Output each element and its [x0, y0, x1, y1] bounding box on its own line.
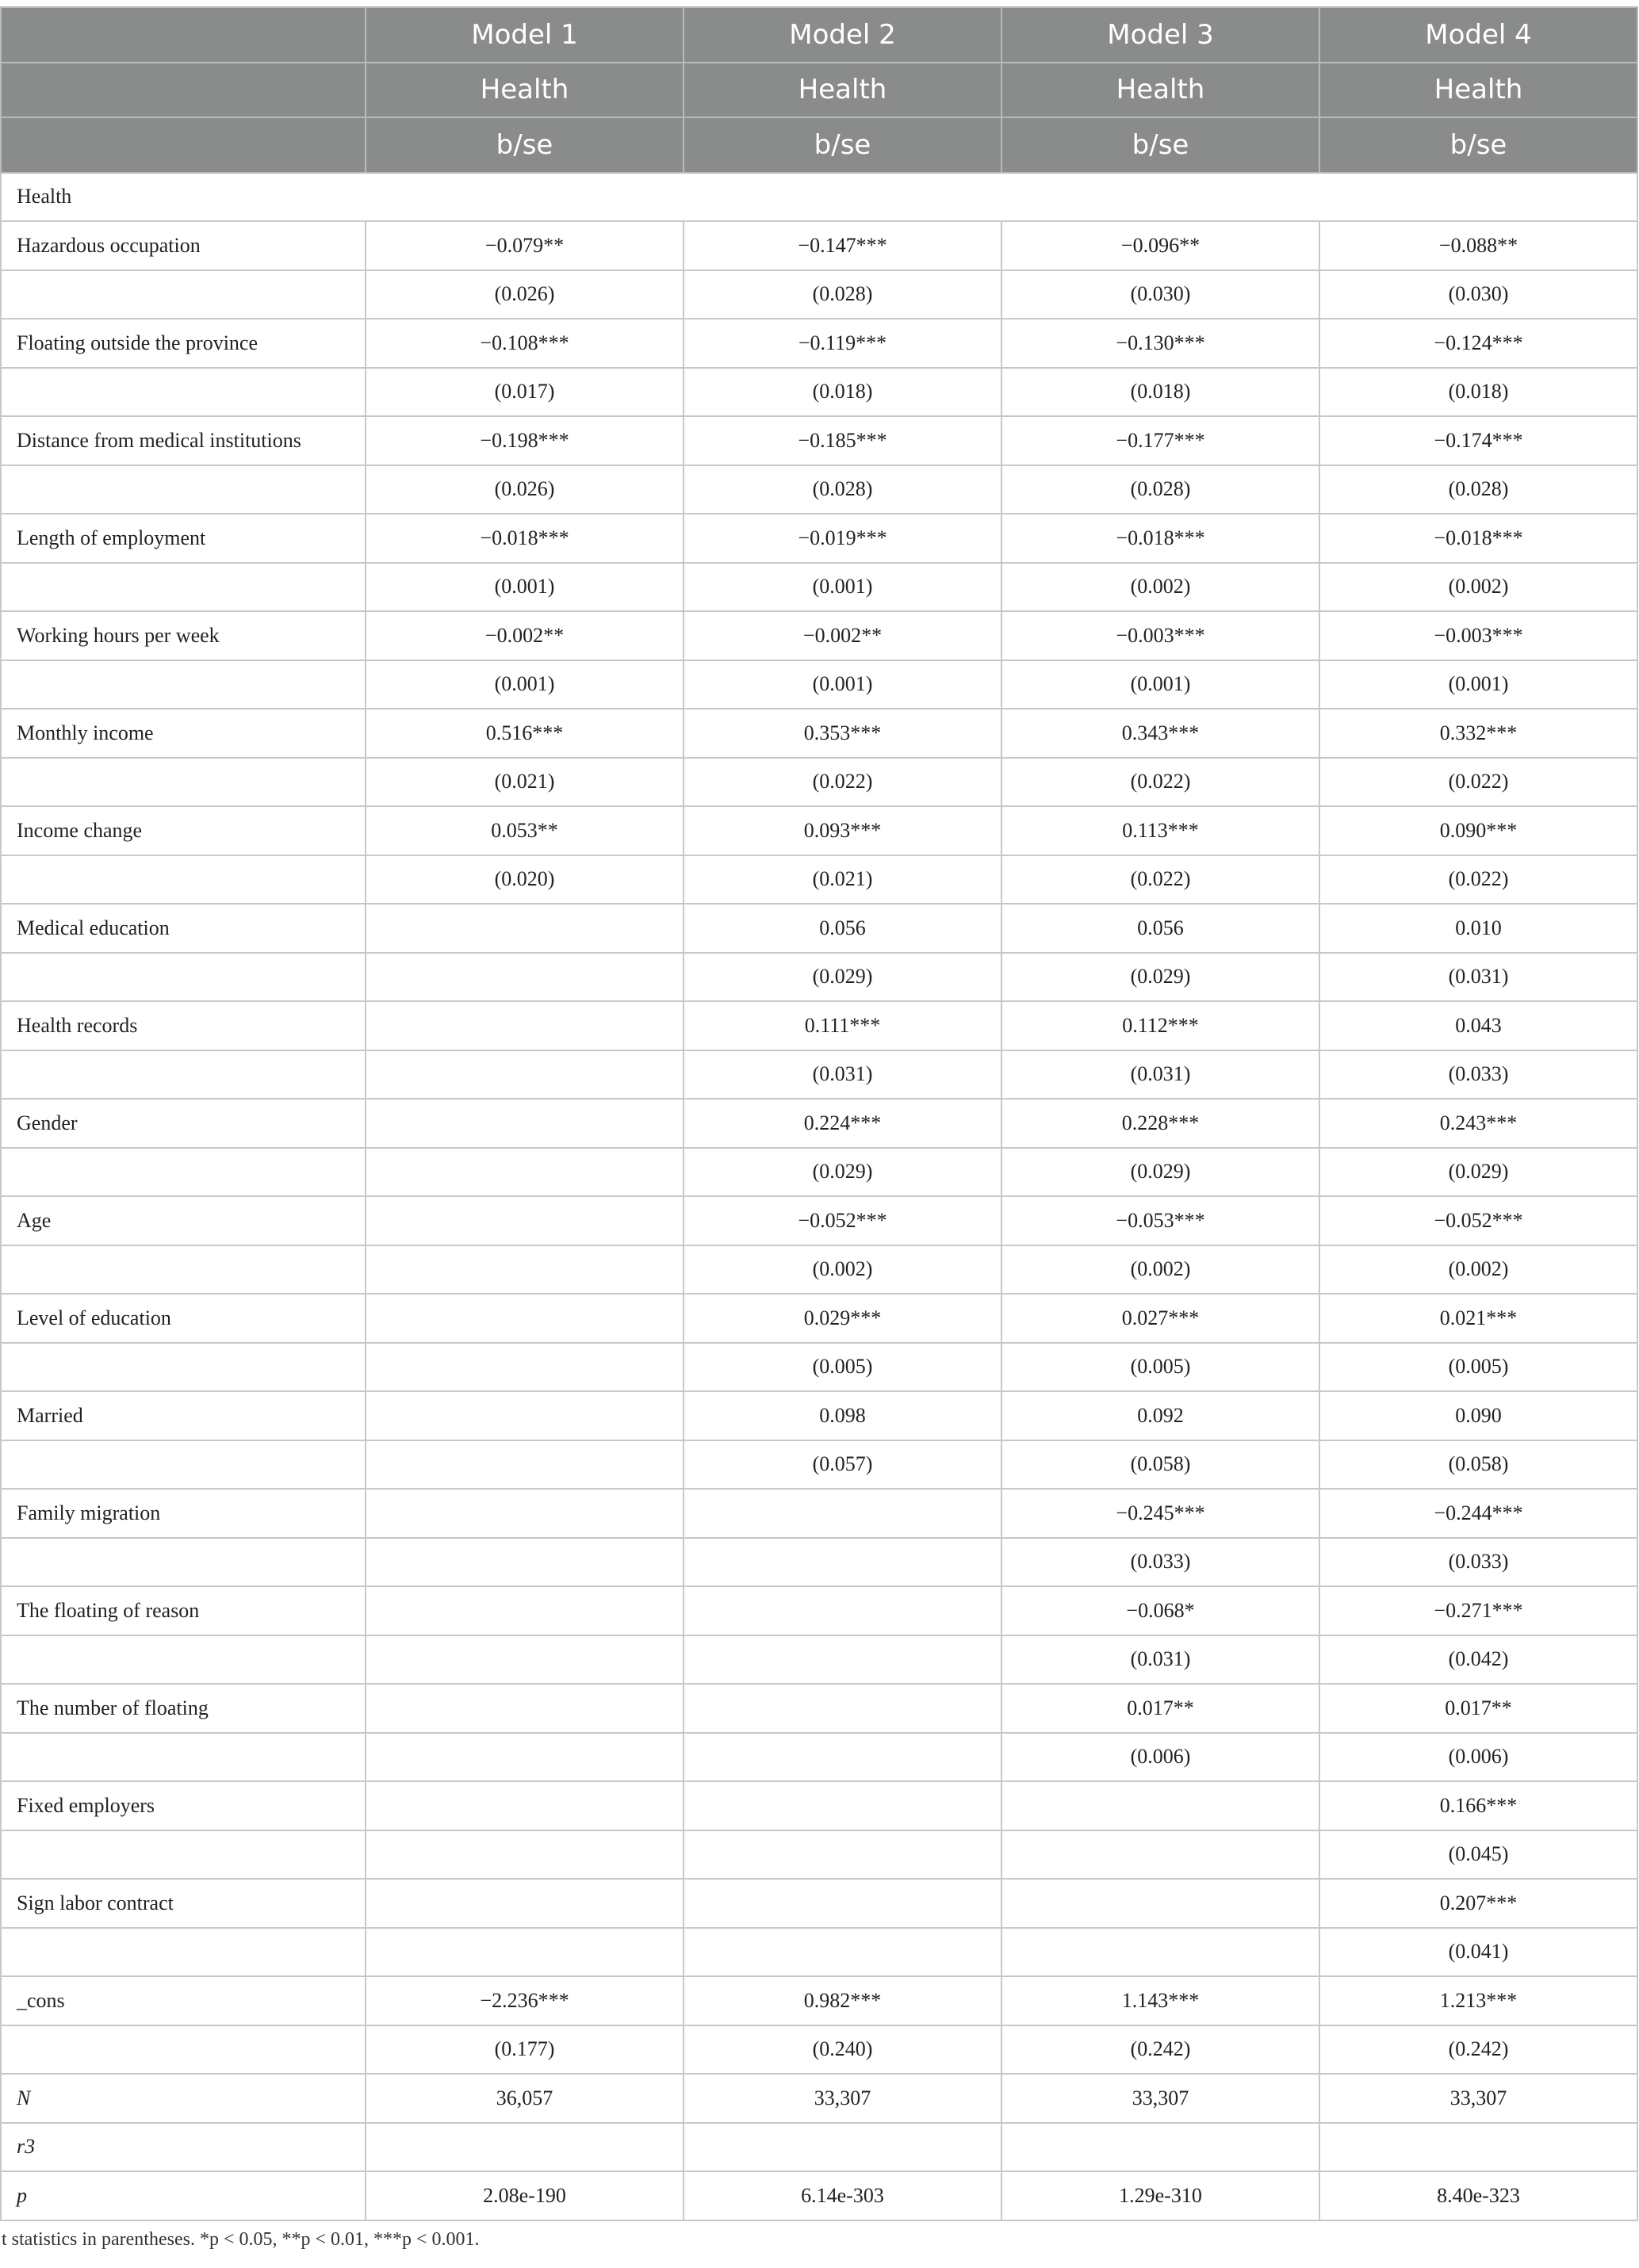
value-cell: (0.002)	[1001, 563, 1319, 612]
row-label: Family migration	[1, 1489, 366, 1538]
value-cell: (0.002)	[1001, 1245, 1319, 1295]
row-label: Working hours per week	[1, 611, 366, 660]
value-cell: 0.056	[684, 904, 1001, 953]
value-cell	[366, 1781, 684, 1830]
header-cell: Model 2	[684, 7, 1001, 63]
standard-error-row	[1, 1635, 1637, 1685]
value-cell: 0.017**	[1001, 1684, 1319, 1733]
value-cell	[1001, 1879, 1319, 1928]
row-label	[1, 953, 366, 1002]
coefficient-row	[1, 1196, 1637, 1245]
value-cell	[684, 1830, 1001, 1880]
coefficient-row	[1, 319, 1637, 368]
value-cell: 0.029***	[684, 1294, 1001, 1343]
value-cell: (0.029)	[1001, 1148, 1319, 1197]
value-cell: −2.236***	[366, 1976, 684, 2025]
value-cell: 0.982***	[684, 1976, 1001, 2025]
header-cell: b/se	[684, 117, 1001, 173]
header-row	[1, 7, 1637, 63]
row-label	[1, 465, 366, 514]
value-cell	[366, 1343, 684, 1392]
value-cell: (0.005)	[1319, 1343, 1637, 1392]
value-cell: 0.113***	[1001, 806, 1319, 855]
value-cell: 6.14e-303	[684, 2171, 1001, 2220]
value-cell: 8.40e-323	[1319, 2171, 1637, 2220]
value-cell: (0.001)	[1319, 660, 1637, 709]
value-cell: (0.033)	[1001, 1538, 1319, 1587]
row-label: _cons	[1, 1976, 366, 2025]
value-cell: 0.166***	[1319, 1781, 1637, 1830]
row-label	[1, 855, 366, 905]
header-row	[1, 117, 1637, 173]
standard-error-row	[1, 2025, 1637, 2075]
value-cell: (0.028)	[684, 465, 1001, 514]
value-cell	[366, 1879, 684, 1928]
value-cell: 0.353***	[684, 709, 1001, 758]
value-cell: −0.068*	[1001, 1586, 1319, 1635]
row-label	[1, 1148, 366, 1197]
row-label: Health records	[1, 1001, 366, 1050]
value-cell	[1001, 1781, 1319, 1830]
header-cell: Model 3	[1001, 7, 1319, 63]
header-cell: Health	[684, 63, 1001, 118]
coefficient-row	[1, 1684, 1637, 1733]
value-cell	[366, 1684, 684, 1733]
coefficient-row	[1, 416, 1637, 465]
value-cell: −0.018***	[1001, 514, 1319, 563]
value-cell: 0.332***	[1319, 709, 1637, 758]
value-cell: (0.017)	[366, 368, 684, 417]
value-cell	[366, 1586, 684, 1635]
value-cell: 0.343***	[1001, 709, 1319, 758]
value-cell: 0.017**	[1319, 1684, 1637, 1733]
standard-error-row	[1, 953, 1637, 1002]
value-cell: (0.001)	[366, 563, 684, 612]
coefficient-row	[1, 1391, 1637, 1440]
value-cell: (0.029)	[684, 953, 1001, 1002]
coefficient-row	[1, 806, 1637, 855]
row-label: Floating outside the province	[1, 319, 366, 368]
value-cell: (0.002)	[1319, 563, 1637, 612]
value-cell	[1001, 2123, 1319, 2172]
value-cell	[366, 953, 684, 1002]
value-cell: (0.005)	[1001, 1343, 1319, 1392]
row-label	[1, 270, 366, 319]
header-cell: Health	[366, 63, 684, 118]
value-cell: 0.043	[1319, 1001, 1637, 1050]
value-cell: (0.001)	[684, 660, 1001, 709]
row-label	[1, 1830, 366, 1880]
value-cell: 0.010	[1319, 904, 1637, 953]
value-cell: 0.090	[1319, 1391, 1637, 1440]
value-cell	[684, 1928, 1001, 1977]
value-cell	[1001, 1830, 1319, 1880]
coefficient-row	[1, 1294, 1637, 1343]
header-cell: b/se	[1001, 117, 1319, 173]
value-cell: (0.006)	[1319, 1733, 1637, 1782]
value-cell: 36,057	[366, 2074, 684, 2123]
value-cell: (0.240)	[684, 2025, 1001, 2075]
row-label	[1, 1538, 366, 1587]
header-cell: Model 4	[1319, 7, 1637, 63]
row-label	[1, 1733, 366, 1782]
value-cell: −0.177***	[1001, 416, 1319, 465]
value-cell: 0.093***	[684, 806, 1001, 855]
coefficient-row	[1, 1976, 1637, 2025]
value-cell: (0.033)	[1319, 1050, 1637, 1100]
value-cell: (0.058)	[1319, 1440, 1637, 1490]
value-cell: −0.079**	[366, 221, 684, 270]
standard-error-row	[1, 465, 1637, 514]
value-cell: (0.031)	[1001, 1050, 1319, 1100]
value-cell: −0.124***	[1319, 319, 1637, 368]
value-cell: 0.243***	[1319, 1099, 1637, 1148]
header-corner-cell	[1, 63, 366, 118]
coefficient-row	[1, 904, 1637, 953]
value-cell: 1.143***	[1001, 1976, 1319, 2025]
value-cell: (0.028)	[684, 270, 1001, 319]
row-label: Sign labor contract	[1, 1879, 366, 1928]
value-cell: −0.053***	[1001, 1196, 1319, 1245]
row-label	[1, 1928, 366, 1977]
value-cell	[366, 1635, 684, 1685]
row-label	[1, 660, 366, 709]
row-label: Distance from medical institutions	[1, 416, 366, 465]
coefficient-row	[1, 514, 1637, 563]
value-cell: (0.177)	[366, 2025, 684, 2075]
value-cell: (0.057)	[684, 1440, 1001, 1490]
value-cell: (0.022)	[1001, 758, 1319, 807]
value-cell: (0.031)	[1001, 1635, 1319, 1685]
header-cell: b/se	[366, 117, 684, 173]
value-cell: −0.147***	[684, 221, 1001, 270]
row-label: Level of education	[1, 1294, 366, 1343]
row-label: Age	[1, 1196, 366, 1245]
value-cell: (0.031)	[684, 1050, 1001, 1100]
value-cell: −0.119***	[684, 319, 1001, 368]
value-cell: (0.041)	[1319, 1928, 1637, 1977]
value-cell: −0.245***	[1001, 1489, 1319, 1538]
value-cell: (0.029)	[684, 1148, 1001, 1197]
value-cell	[366, 1001, 684, 1050]
standard-error-row	[1, 563, 1637, 612]
table-body	[1, 173, 1637, 2220]
row-label	[1, 1245, 366, 1295]
coefficient-row	[1, 1879, 1637, 1928]
value-cell: (0.242)	[1319, 2025, 1637, 2075]
value-cell	[366, 1538, 684, 1587]
value-cell: 0.228***	[1001, 1099, 1319, 1148]
coefficient-row	[1, 709, 1637, 758]
value-cell	[684, 1586, 1001, 1635]
row-label	[1, 563, 366, 612]
value-cell: −0.018***	[1319, 514, 1637, 563]
value-cell	[366, 1733, 684, 1782]
value-cell: (0.031)	[1319, 953, 1637, 1002]
standard-error-row	[1, 855, 1637, 905]
standard-error-row	[1, 660, 1637, 709]
value-cell: −0.019***	[684, 514, 1001, 563]
standard-error-row	[1, 758, 1637, 807]
regression-table-container	[0, 6, 1639, 2221]
value-cell: 0.027***	[1001, 1294, 1319, 1343]
row-label	[1, 2025, 366, 2075]
value-cell: 0.056	[1001, 904, 1319, 953]
row-label	[1, 368, 366, 417]
value-cell: −0.003***	[1319, 611, 1637, 660]
value-cell: (0.018)	[1001, 368, 1319, 417]
value-cell: −0.244***	[1319, 1489, 1637, 1538]
header-corner-cell	[1, 7, 366, 63]
coefficient-row	[1, 221, 1637, 270]
regression-table	[0, 6, 1638, 2221]
header-row	[1, 63, 1637, 118]
value-cell: −0.271***	[1319, 1586, 1637, 1635]
value-cell: 0.053**	[366, 806, 684, 855]
value-cell: (0.058)	[1001, 1440, 1319, 1490]
row-label: r3	[1, 2123, 366, 2172]
value-cell: 0.092	[1001, 1391, 1319, 1440]
table-header	[1, 7, 1637, 173]
value-cell: 1.213***	[1319, 1976, 1637, 2025]
value-cell: (0.018)	[1319, 368, 1637, 417]
value-cell: −0.002**	[684, 611, 1001, 660]
header-corner-cell	[1, 117, 366, 173]
value-cell	[366, 1440, 684, 1490]
value-cell: −0.052***	[1319, 1196, 1637, 1245]
value-cell: (0.001)	[366, 660, 684, 709]
coefficient-row	[1, 1489, 1637, 1538]
value-cell	[684, 1879, 1001, 1928]
value-cell: (0.022)	[1319, 855, 1637, 905]
value-cell: −0.052***	[684, 1196, 1001, 1245]
coefficient-row	[1, 611, 1637, 660]
value-cell: (0.005)	[684, 1343, 1001, 1392]
value-cell: (0.026)	[366, 465, 684, 514]
value-cell: (0.021)	[366, 758, 684, 807]
row-label: Income change	[1, 806, 366, 855]
value-cell: −0.096**	[1001, 221, 1319, 270]
value-cell: 0.111***	[684, 1001, 1001, 1050]
value-cell	[1319, 2123, 1637, 2172]
row-label: Hazardous occupation	[1, 221, 366, 270]
value-cell: 33,307	[1319, 2074, 1637, 2123]
value-cell	[366, 1099, 684, 1148]
row-label: p	[1, 2171, 366, 2220]
value-cell	[366, 2123, 684, 2172]
value-cell	[684, 1781, 1001, 1830]
value-cell	[366, 1489, 684, 1538]
value-cell: 0.516***	[366, 709, 684, 758]
row-label	[1, 1440, 366, 1490]
section-label: Health	[1, 173, 1637, 222]
row-label: Gender	[1, 1099, 366, 1148]
value-cell: (0.042)	[1319, 1635, 1637, 1685]
value-cell: (0.030)	[1319, 270, 1637, 319]
value-cell	[366, 1148, 684, 1197]
statistic-row	[1, 2171, 1637, 2220]
value-cell	[366, 1830, 684, 1880]
row-label: Monthly income	[1, 709, 366, 758]
value-cell: (0.022)	[1319, 758, 1637, 807]
statistic-row	[1, 2074, 1637, 2123]
value-cell: 0.021***	[1319, 1294, 1637, 1343]
value-cell: (0.020)	[366, 855, 684, 905]
value-cell: (0.029)	[1319, 1148, 1637, 1197]
standard-error-row	[1, 270, 1637, 319]
value-cell: −0.108***	[366, 319, 684, 368]
value-cell: (0.002)	[684, 1245, 1001, 1295]
section-row	[1, 173, 1637, 222]
value-cell: −0.185***	[684, 416, 1001, 465]
value-cell: (0.242)	[1001, 2025, 1319, 2075]
header-cell: Health	[1319, 63, 1637, 118]
value-cell: −0.174***	[1319, 416, 1637, 465]
row-label: Length of employment	[1, 514, 366, 563]
value-cell	[366, 1391, 684, 1440]
value-cell: 0.098	[684, 1391, 1001, 1440]
value-cell: (0.028)	[1001, 465, 1319, 514]
value-cell: 0.090***	[1319, 806, 1637, 855]
value-cell: 0.112***	[1001, 1001, 1319, 1050]
standard-error-row	[1, 1928, 1637, 1977]
value-cell	[684, 1733, 1001, 1782]
value-cell: (0.001)	[684, 563, 1001, 612]
value-cell: (0.028)	[1319, 465, 1637, 514]
value-cell: (0.029)	[1001, 953, 1319, 1002]
standard-error-row	[1, 1733, 1637, 1782]
row-label: Married	[1, 1391, 366, 1440]
value-cell: (0.026)	[366, 270, 684, 319]
value-cell: (0.001)	[1001, 660, 1319, 709]
row-label: Fixed employers	[1, 1781, 366, 1830]
header-cell: b/se	[1319, 117, 1637, 173]
header-cell: Health	[1001, 63, 1319, 118]
row-label: N	[1, 2074, 366, 2123]
value-cell: −0.003***	[1001, 611, 1319, 660]
value-cell	[366, 1928, 684, 1977]
value-cell	[366, 1294, 684, 1343]
value-cell: (0.033)	[1319, 1538, 1637, 1587]
coefficient-row	[1, 1586, 1637, 1635]
standard-error-row	[1, 368, 1637, 417]
value-cell	[366, 904, 684, 953]
value-cell	[684, 2123, 1001, 2172]
statistic-row	[1, 2123, 1637, 2172]
value-cell: (0.022)	[1001, 855, 1319, 905]
value-cell	[366, 1050, 684, 1100]
value-cell: 0.224***	[684, 1099, 1001, 1148]
value-cell: (0.022)	[684, 758, 1001, 807]
standard-error-row	[1, 1830, 1637, 1880]
value-cell: (0.018)	[684, 368, 1001, 417]
row-label	[1, 1050, 366, 1100]
value-cell	[684, 1538, 1001, 1587]
standard-error-row	[1, 1440, 1637, 1490]
row-label	[1, 1343, 366, 1392]
table-footnote: t statistics in parentheses. *p < 0.05, **p < 0.01, ***p < 0.001.	[2, 2229, 480, 2250]
standard-error-row	[1, 1343, 1637, 1392]
value-cell	[684, 1635, 1001, 1685]
value-cell: (0.002)	[1319, 1245, 1637, 1295]
value-cell: −0.198***	[366, 416, 684, 465]
row-label: The number of floating	[1, 1684, 366, 1733]
value-cell: 1.29e-310	[1001, 2171, 1319, 2220]
value-cell: 33,307	[1001, 2074, 1319, 2123]
value-cell: 2.08e-190	[366, 2171, 684, 2220]
value-cell	[684, 1684, 1001, 1733]
row-label: Medical education	[1, 904, 366, 953]
header-cell: Model 1	[366, 7, 684, 63]
value-cell: −0.130***	[1001, 319, 1319, 368]
value-cell	[366, 1245, 684, 1295]
row-label	[1, 758, 366, 807]
value-cell: 33,307	[684, 2074, 1001, 2123]
value-cell: 0.207***	[1319, 1879, 1637, 1928]
value-cell: (0.021)	[684, 855, 1001, 905]
value-cell: (0.006)	[1001, 1733, 1319, 1782]
value-cell: −0.088**	[1319, 221, 1637, 270]
coefficient-row	[1, 1781, 1637, 1830]
coefficient-row	[1, 1099, 1637, 1148]
value-cell: −0.018***	[366, 514, 684, 563]
value-cell: (0.030)	[1001, 270, 1319, 319]
value-cell	[1001, 1928, 1319, 1977]
standard-error-row	[1, 1538, 1637, 1587]
standard-error-row	[1, 1148, 1637, 1197]
value-cell	[684, 1489, 1001, 1538]
standard-error-row	[1, 1245, 1637, 1295]
value-cell: −0.002**	[366, 611, 684, 660]
row-label	[1, 1635, 366, 1685]
value-cell	[366, 1196, 684, 1245]
standard-error-row	[1, 1050, 1637, 1100]
row-label: The floating of reason	[1, 1586, 366, 1635]
value-cell: (0.045)	[1319, 1830, 1637, 1880]
coefficient-row	[1, 1001, 1637, 1050]
